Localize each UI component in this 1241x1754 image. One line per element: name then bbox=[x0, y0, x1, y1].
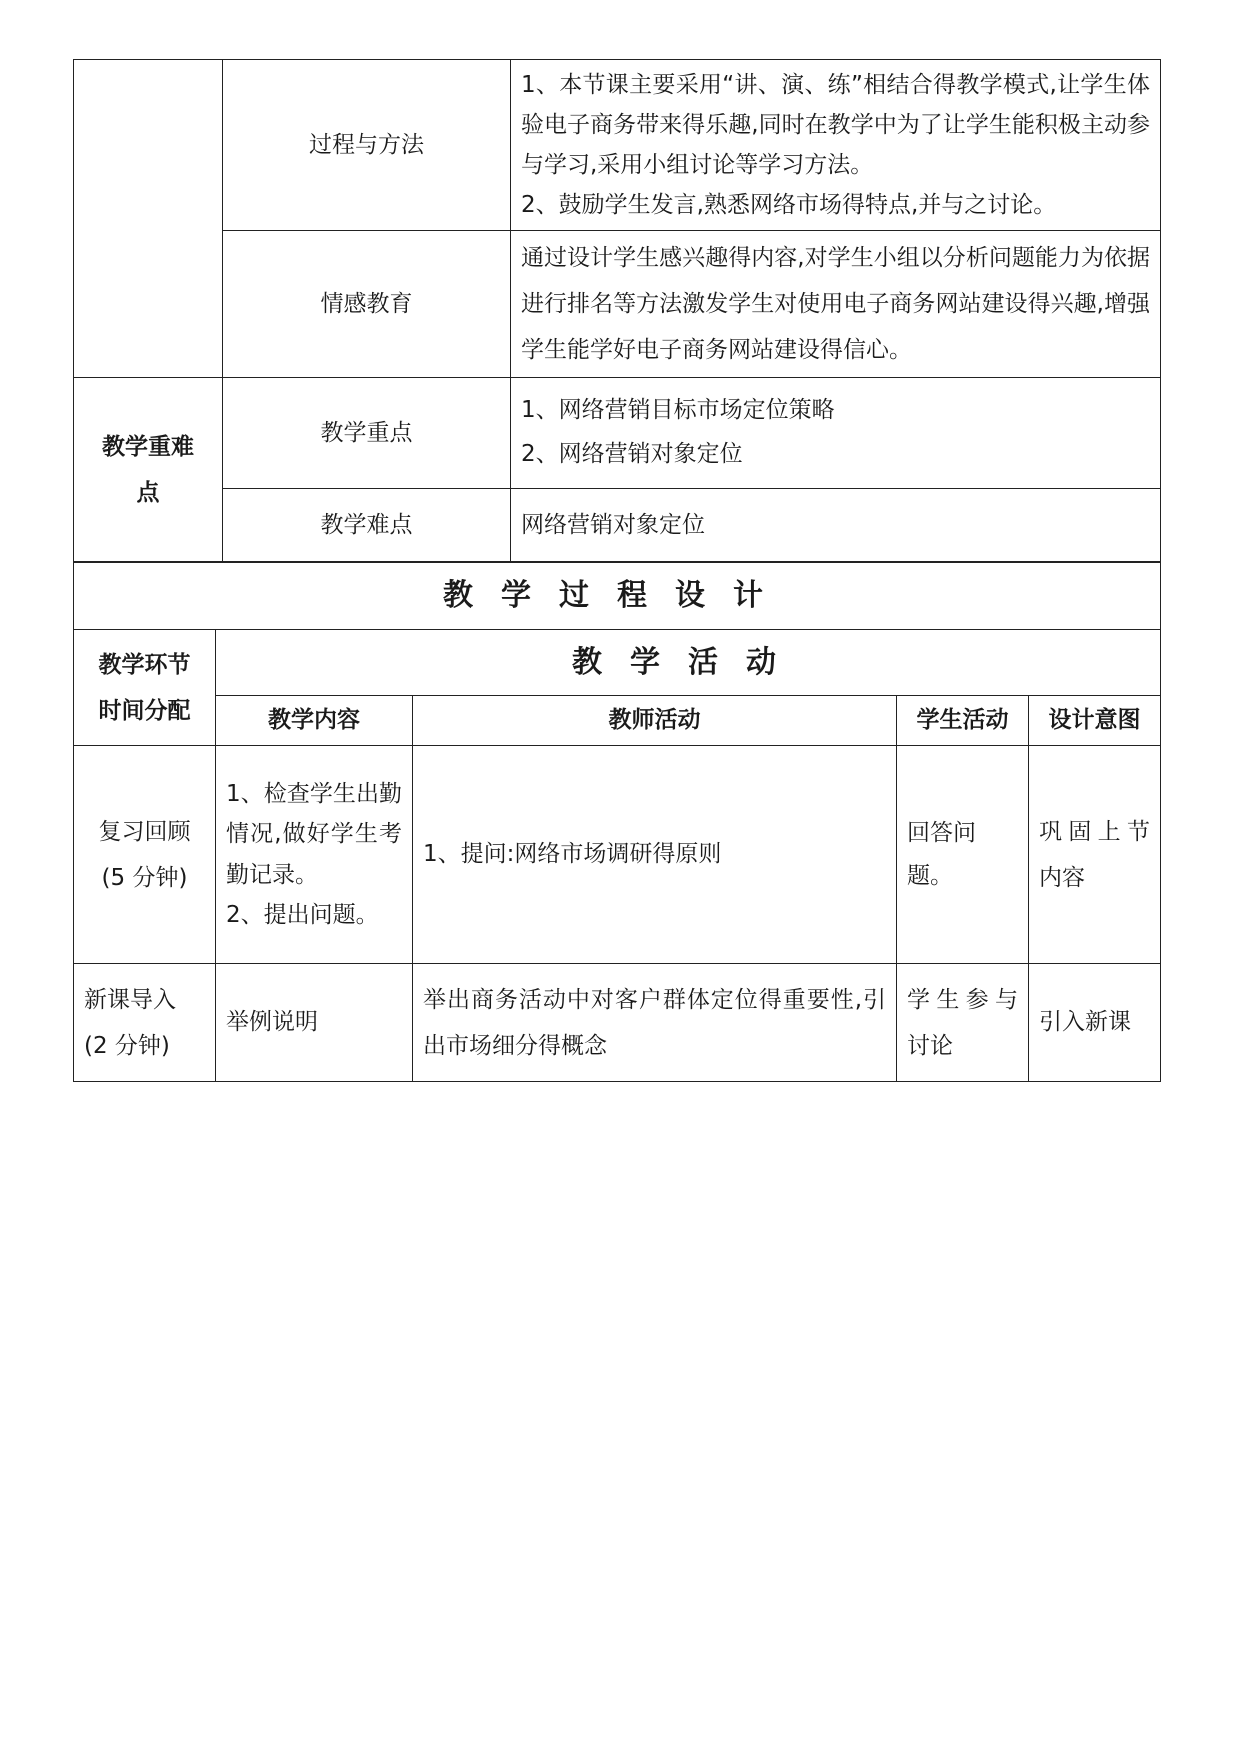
difficulty-text: 网络营销对象定位 bbox=[511, 489, 1161, 562]
column-header-row bbox=[74, 696, 1161, 746]
column-header-student: 学生活动 bbox=[897, 696, 1029, 746]
content-cell: 举例说明 bbox=[216, 964, 413, 1082]
objectives-table bbox=[73, 59, 1161, 562]
emotion-text: 通过设计学生感兴趣得内容,对学生小组以分析问题能力为依据进行排名等方法激发学生对使用电子商务网站建设得兴趣,增强学生能学好电子商务网站建设得信心。 bbox=[511, 231, 1161, 378]
activity-header: 教学活动 bbox=[216, 630, 1161, 696]
stage-header: 教学环节 时间分配 bbox=[74, 630, 216, 746]
design-title: 教学过程设计 bbox=[74, 563, 1161, 630]
stage-cell: 新课导入 (2 分钟) bbox=[74, 964, 216, 1082]
teacher-cell: 举出商务活动中对客户群体定位得重要性,引出市场细分得概念 bbox=[413, 964, 897, 1082]
intent-cell: 巩固上节内容 bbox=[1029, 746, 1161, 964]
focus-row bbox=[74, 378, 1161, 489]
column-header-teacher: 教师活动 bbox=[413, 696, 897, 746]
design-title-row bbox=[74, 563, 1161, 630]
intent-cell: 引入新课 bbox=[1029, 964, 1161, 1082]
process-design-table bbox=[73, 562, 1161, 1082]
activity-header-row bbox=[74, 630, 1161, 696]
emotion-row bbox=[74, 231, 1161, 378]
empty-category-cell bbox=[74, 60, 223, 378]
student-cell: 回答问题。 bbox=[897, 746, 1029, 964]
content-cell: 1、检查学生出勤情况,做好学生考勤记录。 2、提出问题。 bbox=[216, 746, 413, 964]
teacher-cell: 1、提问:网络市场调研得原则 bbox=[413, 746, 897, 964]
focus-text: 1、网络营销目标市场定位策略 2、网络营销对象定位 bbox=[511, 378, 1161, 489]
process-method-label: 过程与方法 bbox=[223, 60, 511, 231]
emotion-label: 情感教育 bbox=[223, 231, 511, 378]
process-method-row bbox=[74, 60, 1161, 231]
difficulty-row bbox=[74, 489, 1161, 562]
focus-label: 教学重点 bbox=[223, 378, 511, 489]
student-cell: 学生参与讨论 bbox=[897, 964, 1029, 1082]
process-method-text: 1、本节课主要采用“讲、演、练”相结合得教学模式,让学生体验电子商务带来得乐趣,同时在教学中为了让学生能积极主动参与学习,采用小组讨论等学习方法。 2、鼓励学生发言,熟悉网络市场得特点,并与之讨论。 bbox=[511, 60, 1161, 231]
key-points-label: 教学重难 点 bbox=[74, 378, 223, 562]
table-row bbox=[74, 964, 1161, 1082]
column-header-content: 教学内容 bbox=[216, 696, 413, 746]
column-header-intent: 设计意图 bbox=[1029, 696, 1161, 746]
stage-cell: 复习回顾 (5 分钟) bbox=[74, 746, 216, 964]
difficulty-label: 教学难点 bbox=[223, 489, 511, 562]
table-row bbox=[74, 746, 1161, 964]
